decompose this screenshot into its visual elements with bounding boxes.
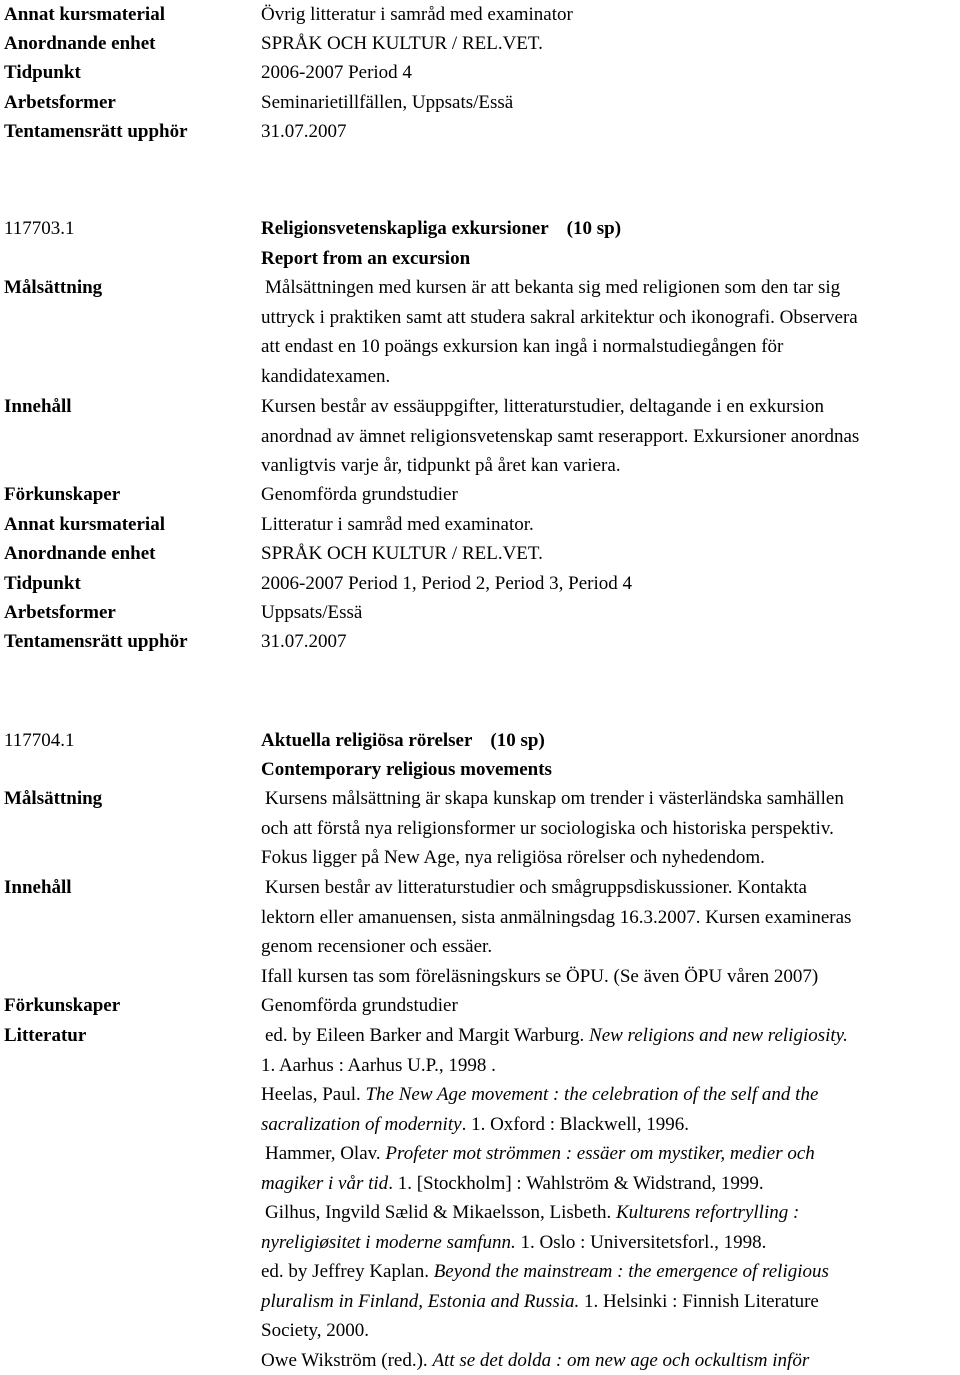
course-subtitle-row xyxy=(4,755,960,784)
info-row xyxy=(4,627,960,656)
reference-line xyxy=(261,1021,958,1051)
text-line: genom recensioner och essäer. xyxy=(261,932,958,962)
ref-title: Beyond the mainstream : the emergence of religious xyxy=(434,1261,829,1282)
litteratur-list xyxy=(261,1021,958,1375)
reference-line xyxy=(261,1169,958,1199)
course-subtitle: Report from an excursion xyxy=(261,244,470,273)
row-label: Anordnande enhet xyxy=(4,29,156,58)
info-row xyxy=(4,0,960,29)
text-line: och att förstå nya religionsformer ur sociologiska och historiska perspektiv. xyxy=(261,814,958,844)
text-line: att endast en 10 poängs exkursion kan ingå i normalstudiegången för xyxy=(261,332,958,362)
row-value: 2006-2007 Period 4 xyxy=(261,58,412,87)
litteratur-label: Litteratur xyxy=(4,1021,86,1050)
text-line: Målsättningen med kursen är att bekanta sig med religionen som den tar sig xyxy=(261,273,958,303)
innehall-text xyxy=(261,873,958,991)
malsattning-label: Målsättning xyxy=(4,784,102,813)
reference-line xyxy=(261,1139,958,1169)
reference-line xyxy=(261,1110,958,1140)
reference-line xyxy=(261,1316,958,1346)
info-row xyxy=(4,480,960,509)
ref-title: Att se det dolda : om new age och ockultism inför xyxy=(432,1350,809,1371)
course-code: 117704.1 xyxy=(4,726,75,755)
innehall-label: Innehåll xyxy=(4,873,72,902)
row-label: Arbetsformer xyxy=(4,598,116,627)
course-subtitle-row xyxy=(4,244,960,273)
row-value: SPRÅK OCH KULTUR / REL.VET. xyxy=(261,539,543,568)
text-line: Ifall kursen tas som föreläsningskurs se ÖPU. (Se även ÖPU våren 2007) xyxy=(261,962,958,992)
ref-publication: 1. Oslo : Universitetsforl., 1998. xyxy=(520,1232,766,1253)
reference-line xyxy=(261,1257,958,1287)
course-header xyxy=(4,726,960,755)
row-label: Tentamensrätt upphör xyxy=(4,627,188,656)
ref-title: Kulturens refortrylling : xyxy=(616,1202,799,1223)
course-title: Religionsvetenskapliga exkursioner xyxy=(261,218,549,239)
info-row xyxy=(4,569,960,598)
ref-title: New religions and new religiosity. xyxy=(589,1025,848,1046)
row-value: Genomförda grundstudier xyxy=(261,991,458,1020)
course-title-line xyxy=(261,214,621,243)
info-row xyxy=(4,29,960,58)
malsattning-text xyxy=(261,784,958,873)
info-row xyxy=(4,598,960,627)
reference-line xyxy=(261,1198,958,1228)
row-label: Anordnande enhet xyxy=(4,539,156,568)
row-label: Förkunskaper xyxy=(4,480,120,509)
reference-line xyxy=(261,1287,958,1317)
row-value: Övrig litteratur i samråd med examinator xyxy=(261,0,573,29)
row-value: 31.07.2007 xyxy=(261,117,347,146)
text-line: Kursens målsättning är skapa kunskap om trender i västerländska samhällen xyxy=(261,784,958,814)
ref-publication: Society, 2000. xyxy=(261,1320,369,1341)
row-value: 2006-2007 Period 1, Period 2, Period 3, Period 4 xyxy=(261,569,632,598)
row-label: Förkunskaper xyxy=(4,991,120,1020)
row-value: Litteratur i samråd med examinator. xyxy=(261,510,534,539)
info-row xyxy=(4,88,960,117)
course-title-line xyxy=(261,726,545,755)
ref-title: Profeter mot strömmen : essäer om mystiker, medier och xyxy=(385,1143,814,1164)
course-code: 117703.1 xyxy=(4,214,75,243)
row-label: Tentamensrätt upphör xyxy=(4,117,188,146)
course-header xyxy=(4,214,960,243)
ref-author: ed. by Eileen Barker and Margit Warburg. xyxy=(265,1025,584,1046)
text-line: kandidatexamen. xyxy=(261,362,958,392)
info-row xyxy=(4,58,960,87)
innehall-text xyxy=(261,392,958,481)
reference-line xyxy=(261,1346,958,1375)
course-subtitle: Contemporary religious movements xyxy=(261,755,552,784)
text-line: vanligtvis varje år, tidpunkt på året kan variera. xyxy=(261,451,958,481)
malsattning-text xyxy=(261,273,958,391)
row-value: Seminarietillfällen, Uppsats/Essä xyxy=(261,88,513,117)
row-label: Annat kursmaterial xyxy=(4,510,165,539)
ref-author: Heelas, Paul. xyxy=(261,1084,361,1105)
ref-title: pluralism in Finland, Estonia and Russia. xyxy=(261,1291,579,1312)
text-line: lektorn eller amanuensen, sista anmälningsdag 16.3.2007. Kursen examineras xyxy=(261,903,958,933)
ref-author: Hammer, Olav. xyxy=(265,1143,381,1164)
reference-line xyxy=(261,1228,958,1258)
row-label: Tidpunkt xyxy=(4,569,81,598)
ref-publication: . 1. Oxford : Blackwell, 1996. xyxy=(462,1114,689,1135)
ref-author: Gilhus, Ingvild Sælid & Mikaelsson, Lisbeth. xyxy=(265,1202,611,1223)
malsattning-label: Målsättning xyxy=(4,273,102,302)
row-label: Arbetsformer xyxy=(4,88,116,117)
ref-publication: 1. Helsinki : Finnish Literature xyxy=(584,1291,819,1312)
ref-title: magiker i vår tid xyxy=(261,1173,388,1194)
course-title: Aktuella religiösa rörelser xyxy=(261,730,472,751)
info-row xyxy=(4,539,960,568)
innehall-label: Innehåll xyxy=(4,392,72,421)
row-value: Uppsats/Essä xyxy=(261,598,362,627)
text-line: Kursen består av litteraturstudier och smågruppsdiskussioner. Kontakta xyxy=(261,873,958,903)
course-credits: (10 sp) xyxy=(490,730,544,751)
ref-title: sacralization of modernity xyxy=(261,1114,462,1135)
ref-publication: . 1. [Stockholm] : Wahlström & Widstrand, 1999. xyxy=(388,1173,763,1194)
ref-author: Owe Wikström (red.). xyxy=(261,1350,428,1371)
row-label: Tidpunkt xyxy=(4,58,81,87)
ref-title: The New Age movement : the celebration of the self and the xyxy=(365,1084,818,1105)
text-line: anordnad av ämnet religionsvetenskap samt reserapport. Exkursioner anordnas xyxy=(261,422,958,452)
text-line: Kursen består av essäuppgifter, litteraturstudier, deltagande i en exkursion xyxy=(261,392,958,422)
ref-publication: 1. Aarhus : Aarhus U.P., 1998 . xyxy=(261,1055,496,1076)
course-credits: (10 sp) xyxy=(567,218,621,239)
ref-title: nyreligiøsitet i moderne samfunn. xyxy=(261,1232,516,1253)
reference-line xyxy=(261,1051,958,1081)
row-value: SPRÅK OCH KULTUR / REL.VET. xyxy=(261,29,543,58)
row-label: Annat kursmaterial xyxy=(4,0,165,29)
text-line: Fokus ligger på New Age, nya religiösa rörelser och nyhedendom. xyxy=(261,843,958,873)
reference-line xyxy=(261,1080,958,1110)
text-line: uttryck i praktiken samt att studera sakral arkitektur och ikonografi. Observera xyxy=(261,303,958,333)
info-row xyxy=(4,510,960,539)
row-value: Genomförda grundstudier xyxy=(261,480,458,509)
ref-author: ed. by Jeffrey Kaplan. xyxy=(261,1261,429,1282)
row-value: 31.07.2007 xyxy=(261,627,347,656)
info-row xyxy=(4,991,960,1020)
info-row xyxy=(4,117,960,146)
